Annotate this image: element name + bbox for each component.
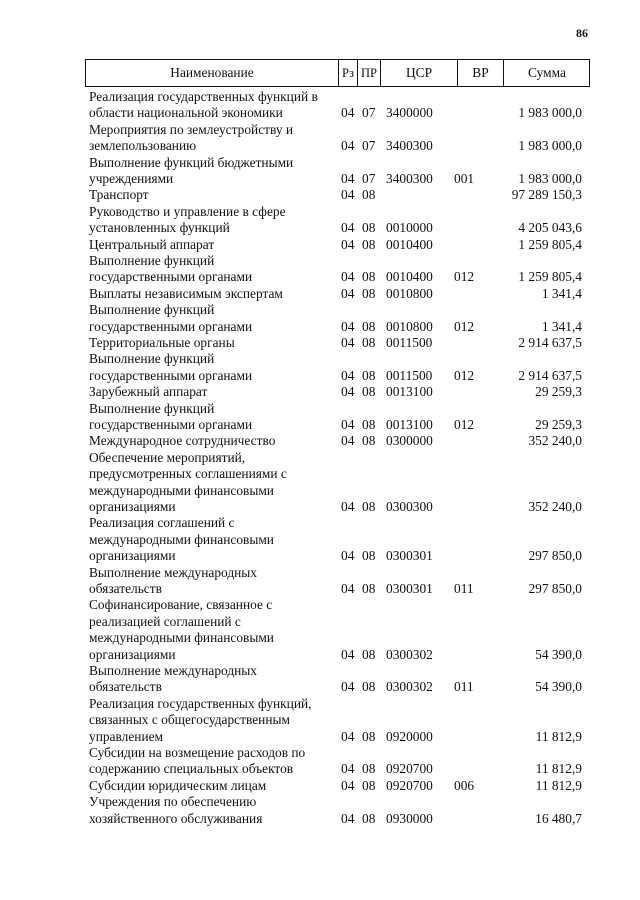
row-pr: 08 — [362, 646, 376, 662]
row-name — [89, 433, 339, 449]
row-sum: 2 914 637,5 — [518, 335, 582, 350]
row-vr: 012 — [454, 367, 475, 383]
row-csr: 0930000 — [386, 810, 433, 826]
row-rz: 04 — [341, 580, 355, 596]
row-rz: 04 — [341, 187, 355, 203]
row-name-line: Выплаты независимым экспертам — [89, 285, 283, 301]
row-pr: 08 — [362, 269, 376, 285]
row-name — [89, 663, 339, 696]
table-row — [0, 433, 640, 449]
table-row — [0, 696, 640, 745]
row-name-line: Учреждения по обеспечению — [89, 794, 257, 810]
row-sum: 11 812,9 — [535, 728, 582, 744]
row-rz: 04 — [341, 367, 355, 383]
row-name — [89, 187, 339, 203]
row-name — [89, 155, 339, 188]
row-rz: 04 — [341, 761, 355, 777]
table-row — [0, 384, 640, 400]
row-rz: 04 — [341, 728, 355, 744]
row-name-line: организациями — [89, 548, 176, 564]
row-csr: 0300000 — [386, 433, 433, 449]
row-vr: 001 — [454, 170, 475, 186]
row-sum: 1 259 805,4 — [518, 269, 582, 285]
row-pr: 07 — [362, 138, 376, 154]
row-csr: 0011500 — [386, 367, 433, 383]
header-rz: Рз — [339, 60, 358, 86]
header-pr: ПР — [358, 60, 381, 86]
row-name — [89, 597, 339, 663]
row-rz: 04 — [341, 170, 355, 186]
row-sum: 97 289 150,3 — [511, 187, 582, 203]
row-pr: 08 — [362, 285, 376, 301]
table-row — [0, 237, 640, 253]
row-name-line: Руководство и управление в сфере — [89, 203, 286, 219]
row-name-line: Выполнение функций — [89, 400, 215, 416]
row-rz: 04 — [341, 335, 355, 350]
row-pr: 08 — [362, 433, 376, 449]
row-name-line: обязательств — [89, 679, 162, 695]
row-sum: 29 259,3 — [535, 416, 582, 432]
row-rz: 04 — [341, 236, 355, 252]
table-row — [0, 401, 640, 434]
table-row — [0, 450, 640, 516]
table-row — [0, 155, 640, 188]
row-csr: 0300302 — [386, 646, 433, 662]
row-sum: 2 914 637,5 — [518, 367, 582, 383]
row-name-line: Реализация государственных функций в — [89, 89, 318, 104]
row-name-line: Выполнение международных — [89, 564, 257, 580]
row-name-line: области национальной экономики — [89, 105, 283, 121]
table-row — [0, 794, 640, 827]
row-name — [89, 450, 339, 516]
row-name-line: связанных с общегосударственным — [89, 712, 290, 728]
table-row — [0, 253, 640, 286]
row-sum: 297 850,0 — [528, 580, 582, 596]
table-row — [0, 302, 640, 335]
row-rz: 04 — [341, 318, 355, 334]
row-name-line: Реализация государственных функций, — [89, 695, 312, 711]
row-name-line: реализацией соглашений с — [89, 613, 241, 629]
row-rz: 04 — [341, 416, 355, 432]
row-rz: 04 — [341, 646, 355, 662]
row-pr: 08 — [362, 367, 376, 383]
row-name-line: организациями — [89, 499, 176, 515]
row-name — [89, 515, 339, 564]
row-pr: 08 — [362, 580, 376, 596]
row-name — [89, 565, 339, 598]
row-name — [89, 351, 339, 384]
row-name — [89, 89, 339, 122]
row-name — [89, 335, 339, 351]
row-vr: 011 — [454, 679, 474, 695]
row-name-line: Международное сотрудничество — [89, 433, 276, 449]
row-pr: 08 — [362, 416, 376, 432]
row-sum: 16 480,7 — [535, 810, 582, 826]
row-vr: 012 — [454, 416, 475, 432]
row-name-line: установленных функций — [89, 220, 230, 236]
row-name-line: Выполнение функций бюджетными — [89, 154, 294, 170]
row-sum: 29 259,3 — [535, 384, 582, 400]
row-rz: 04 — [341, 285, 355, 301]
row-csr: 0013100 — [386, 416, 433, 432]
row-rz: 04 — [341, 384, 355, 400]
row-name-line: Софинансирование, связанное с — [89, 597, 273, 613]
row-vr: 012 — [454, 318, 475, 334]
row-name — [89, 204, 339, 237]
row-csr: 0013100 — [386, 384, 433, 400]
row-csr: 0300302 — [386, 679, 433, 695]
row-name-line: Субсидии юридическим лицам — [89, 777, 267, 793]
row-name-line: государственными органами — [89, 417, 253, 432]
row-name-line: содержанию специальных объектов — [89, 761, 294, 777]
row-name — [89, 302, 339, 335]
row-csr: 0920000 — [386, 728, 433, 744]
row-csr: 0011500 — [386, 335, 433, 350]
row-name-line: землепользованию — [89, 138, 197, 154]
page-number: 86 — [576, 26, 588, 40]
row-sum: 1 341,4 — [541, 285, 582, 301]
row-name — [89, 778, 339, 794]
row-rz: 04 — [341, 269, 355, 285]
row-pr: 08 — [362, 318, 376, 334]
table-row — [0, 335, 640, 351]
table-row — [0, 663, 640, 696]
row-name-line: государственными органами — [89, 318, 253, 334]
row-name — [89, 122, 339, 155]
row-name-line: управлением — [89, 728, 164, 744]
row-rz: 04 — [341, 679, 355, 695]
table-row — [0, 597, 640, 663]
row-pr: 08 — [362, 728, 376, 744]
table-row — [0, 122, 640, 155]
row-name-line: Обеспечение мероприятий, — [89, 449, 246, 465]
table-row — [0, 515, 640, 564]
row-name-line: Мероприятия по землеустройству и — [89, 121, 294, 137]
table-row — [0, 351, 640, 384]
row-rz: 04 — [341, 105, 355, 121]
header-vr: ВР — [458, 60, 504, 86]
table-row — [0, 745, 640, 778]
row-rz: 04 — [341, 433, 355, 449]
row-vr: 012 — [454, 269, 475, 285]
row-name-line: международными финансовыми — [89, 531, 274, 547]
row-sum: 54 390,0 — [535, 679, 582, 695]
row-name-line: Выполнение функций — [89, 302, 215, 318]
row-name-line: государственными органами — [89, 367, 253, 383]
table-row — [0, 778, 640, 794]
table-row — [0, 89, 640, 122]
row-vr: 006 — [454, 777, 475, 793]
row-name-line: Субсидии на возмещение расходов по — [89, 745, 306, 760]
row-csr: 3400000 — [386, 105, 433, 121]
row-name — [89, 745, 339, 778]
row-rz: 04 — [341, 138, 355, 154]
row-sum: 1 259 805,4 — [518, 236, 582, 252]
row-name — [89, 253, 339, 286]
row-pr: 08 — [362, 236, 376, 252]
row-pr: 08 — [362, 548, 376, 564]
row-pr: 07 — [362, 105, 376, 121]
table-row — [0, 565, 640, 598]
row-name-line: Центральный аппарат — [89, 236, 215, 252]
row-pr: 08 — [362, 187, 376, 203]
table-row — [0, 204, 640, 237]
header-csr: ЦСР — [381, 60, 458, 86]
row-sum: 4 205 043,6 — [518, 220, 582, 236]
row-name-line: Выполнение функций — [89, 351, 215, 367]
row-vr: 011 — [454, 580, 474, 596]
row-pr: 08 — [362, 679, 376, 695]
row-name-line: Транспорт — [89, 187, 149, 203]
row-sum: 1 341,4 — [541, 318, 582, 334]
header-name: Наименование — [86, 60, 339, 86]
row-csr: 0300301 — [386, 580, 433, 596]
row-sum: 11 812,9 — [535, 777, 582, 793]
row-sum: 352 240,0 — [528, 433, 582, 449]
row-name-line: Территориальные органы — [89, 335, 235, 350]
row-csr: 0010800 — [386, 285, 433, 301]
row-pr: 08 — [362, 335, 376, 350]
row-name-line: Зарубежный аппарат — [89, 384, 208, 400]
row-csr: 0920700 — [386, 761, 433, 777]
row-csr: 0010000 — [386, 220, 433, 236]
row-sum: 54 390,0 — [535, 646, 582, 662]
row-name-line: международными финансовыми — [89, 482, 274, 498]
row-sum: 11 812,9 — [535, 761, 582, 777]
row-sum: 297 850,0 — [528, 548, 582, 564]
row-name-line: Выполнение международных — [89, 663, 257, 678]
row-sum: 1 983 000,0 — [518, 105, 582, 121]
row-name — [89, 237, 339, 253]
row-csr: 0920700 — [386, 777, 433, 793]
row-name-line: Выполнение функций — [89, 253, 215, 268]
row-rz: 04 — [341, 498, 355, 514]
row-pr: 08 — [362, 810, 376, 826]
row-rz: 04 — [341, 548, 355, 564]
row-name-line: обязательств — [89, 581, 162, 596]
row-pr: 07 — [362, 170, 376, 186]
row-sum: 352 240,0 — [528, 498, 582, 514]
row-csr: 0010800 — [386, 318, 433, 334]
row-csr: 0300300 — [386, 498, 433, 514]
row-rz: 04 — [341, 220, 355, 236]
row-name — [89, 384, 339, 400]
row-name-line: организациями — [89, 646, 176, 662]
row-sum: 1 983 000,0 — [518, 138, 582, 154]
row-name-line: государственными органами — [89, 269, 253, 285]
row-name-line: Реализация соглашений с — [89, 515, 235, 531]
header-sum: Сумма — [528, 65, 566, 80]
row-rz: 04 — [341, 810, 355, 826]
row-pr: 08 — [362, 777, 376, 793]
row-rz: 04 — [341, 777, 355, 793]
row-name — [89, 794, 339, 827]
row-sum: 1 983 000,0 — [518, 170, 582, 186]
row-pr: 08 — [362, 761, 376, 777]
row-name-line: предусмотренных соглашениями с — [89, 466, 287, 482]
row-name — [89, 401, 339, 434]
row-csr: 0300301 — [386, 548, 433, 564]
row-csr: 0010400 — [386, 269, 433, 285]
row-pr: 08 — [362, 220, 376, 236]
row-name-line: международными финансовыми — [89, 630, 274, 646]
row-name — [89, 286, 339, 302]
table-row — [0, 187, 640, 203]
row-name-line: хозяйственного обслуживания — [89, 810, 263, 826]
row-name-line: учреждениями — [89, 171, 174, 186]
row-name — [89, 696, 339, 745]
row-csr: 0010400 — [386, 236, 433, 252]
table-row — [0, 286, 640, 302]
row-csr: 3400300 — [386, 138, 433, 154]
row-pr: 08 — [362, 384, 376, 400]
row-csr: 3400300 — [386, 170, 433, 186]
row-pr: 08 — [362, 498, 376, 514]
